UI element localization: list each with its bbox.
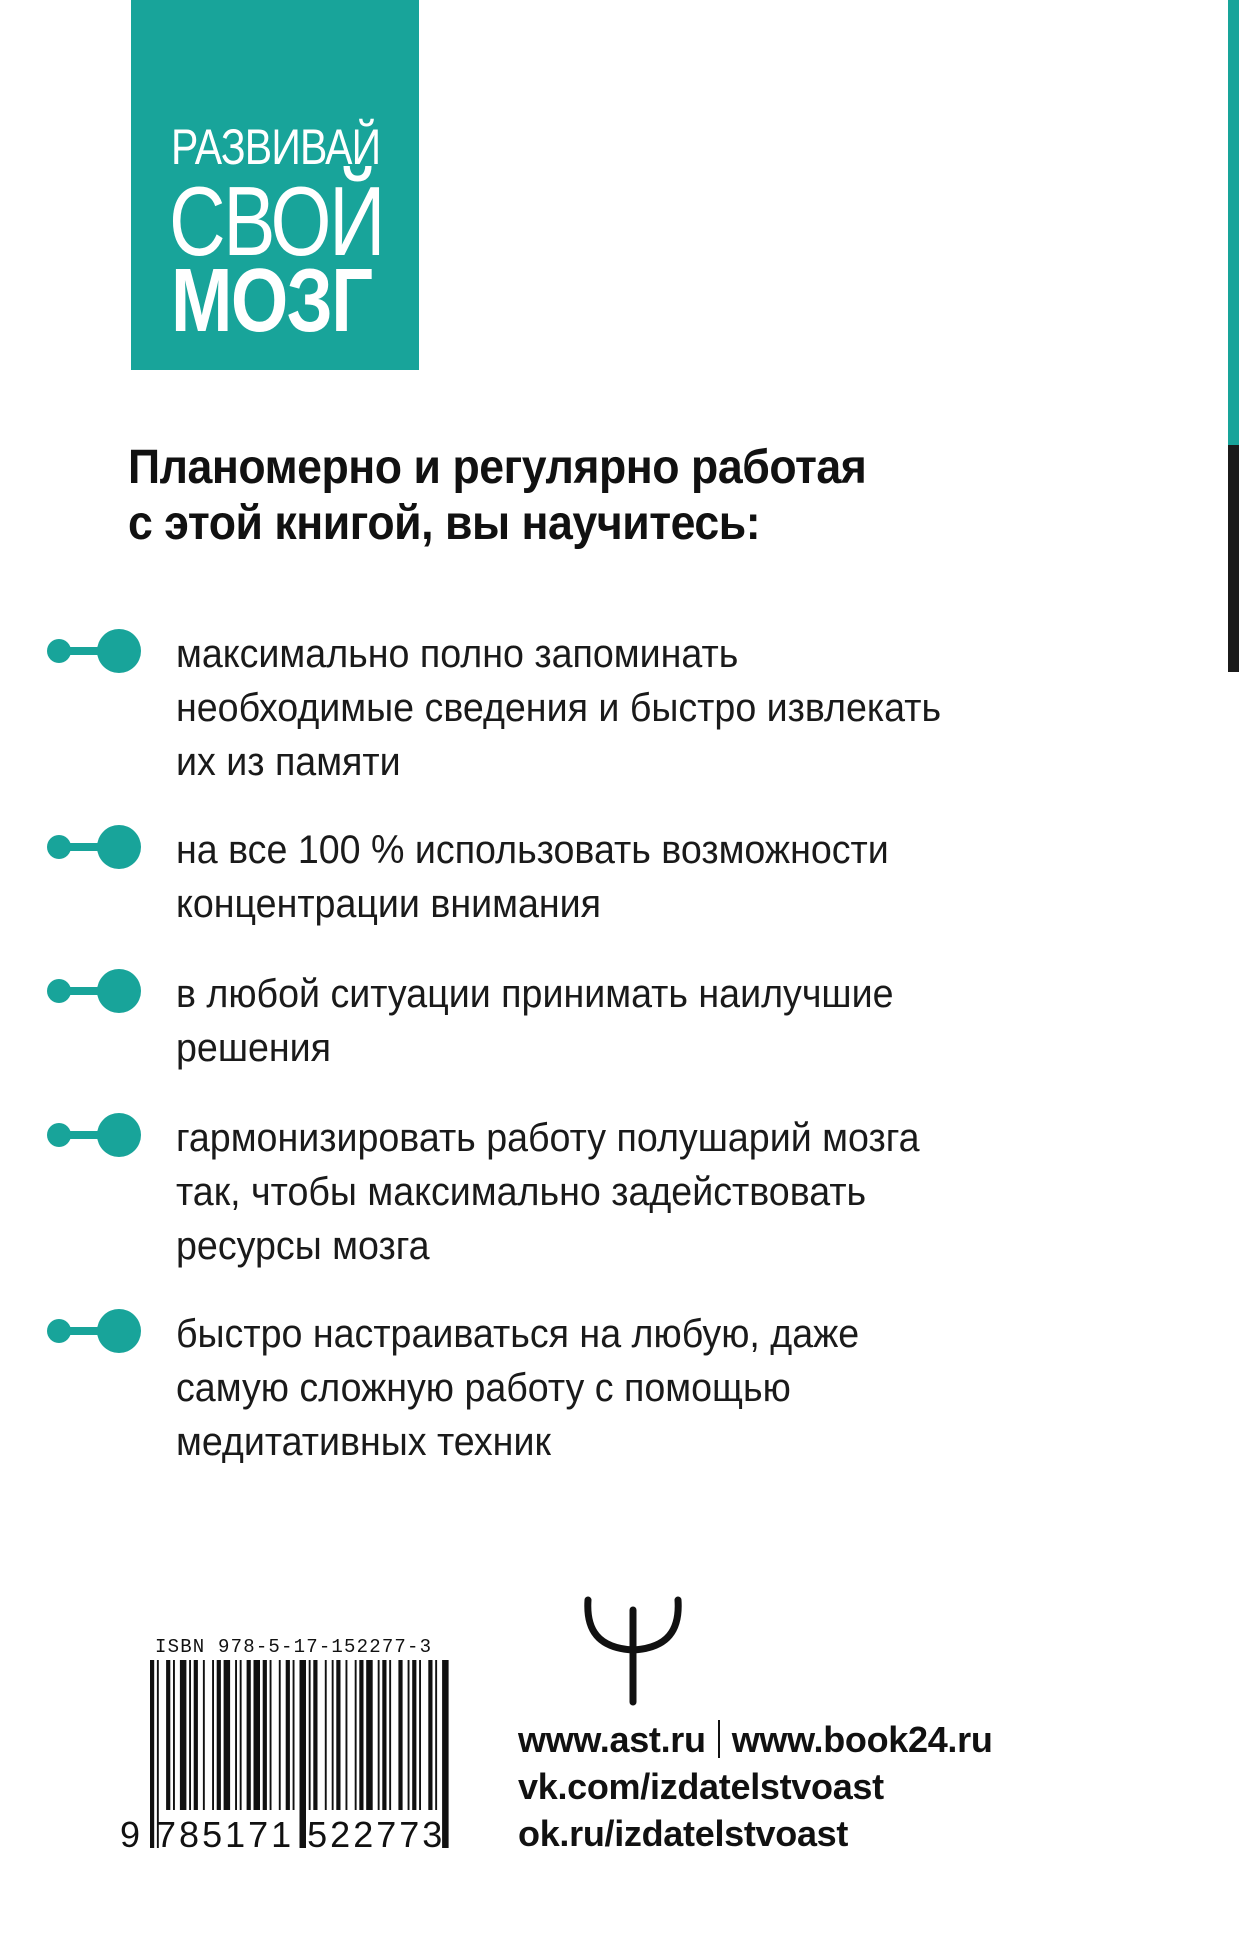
series-line-3: МОЗГ (171, 251, 372, 351)
list-item-line: необходимые сведения и быстро извлекать (176, 686, 942, 730)
link-book24[interactable]: www.book24.ru (731, 1719, 993, 1760)
spine-edge-dark (1228, 445, 1239, 672)
link-separator (718, 1720, 720, 1758)
series-line-2: СВОЙ (169, 166, 384, 276)
list-item-line: концентрации внимания (176, 882, 602, 926)
list-item-line: в любой ситуации принимать наилучшие (176, 972, 894, 1016)
list-item-line: их из памяти (176, 740, 401, 784)
list-item-line: гармонизировать работу полушарий мозга (176, 1116, 920, 1160)
link-ok[interactable]: ok.ru/izdatelstvoast (518, 1813, 849, 1854)
link-vk[interactable]: vk.com/izdatelstvoast (518, 1766, 884, 1807)
list-item-line: на все 100 % использовать возможности (176, 828, 889, 872)
list-item-line: самую сложную работу с помощью (176, 1366, 791, 1410)
list-item-line: ресурсы мозга (176, 1224, 430, 1268)
headline-line-2: с этой книгой, вы научитесь: (128, 497, 761, 550)
barcode-digits: 9 785171 522773 (120, 1814, 446, 1855)
link-ast[interactable]: www.ast.ru (518, 1719, 706, 1760)
list-item-line: так, чтобы максимально задействовать (176, 1170, 867, 1214)
headline-line-1: Планомерно и регулярно работая (128, 441, 867, 494)
connected-dots-icon (45, 1308, 145, 1354)
isbn-label: ISBN 978-5-17-152277-3 (155, 1636, 433, 1658)
series-line-1: РАЗВИВАЙ (171, 119, 381, 175)
connected-dots-icon (45, 824, 145, 870)
connected-dots-icon (45, 968, 145, 1014)
connected-dots-icon (45, 1112, 145, 1158)
list-item-line: максимально полно запоминать (176, 632, 739, 676)
connected-dots-icon (45, 628, 145, 674)
list-item-line: медитативных техник (176, 1420, 551, 1464)
series-logo (131, 0, 419, 370)
headline (128, 440, 1128, 552)
publisher-links (518, 1716, 993, 1857)
list-item-line: быстро настраиваться на любую, даже (176, 1312, 860, 1356)
psi-logo-icon (580, 1596, 686, 1706)
list-item-line: решения (176, 1026, 332, 1070)
